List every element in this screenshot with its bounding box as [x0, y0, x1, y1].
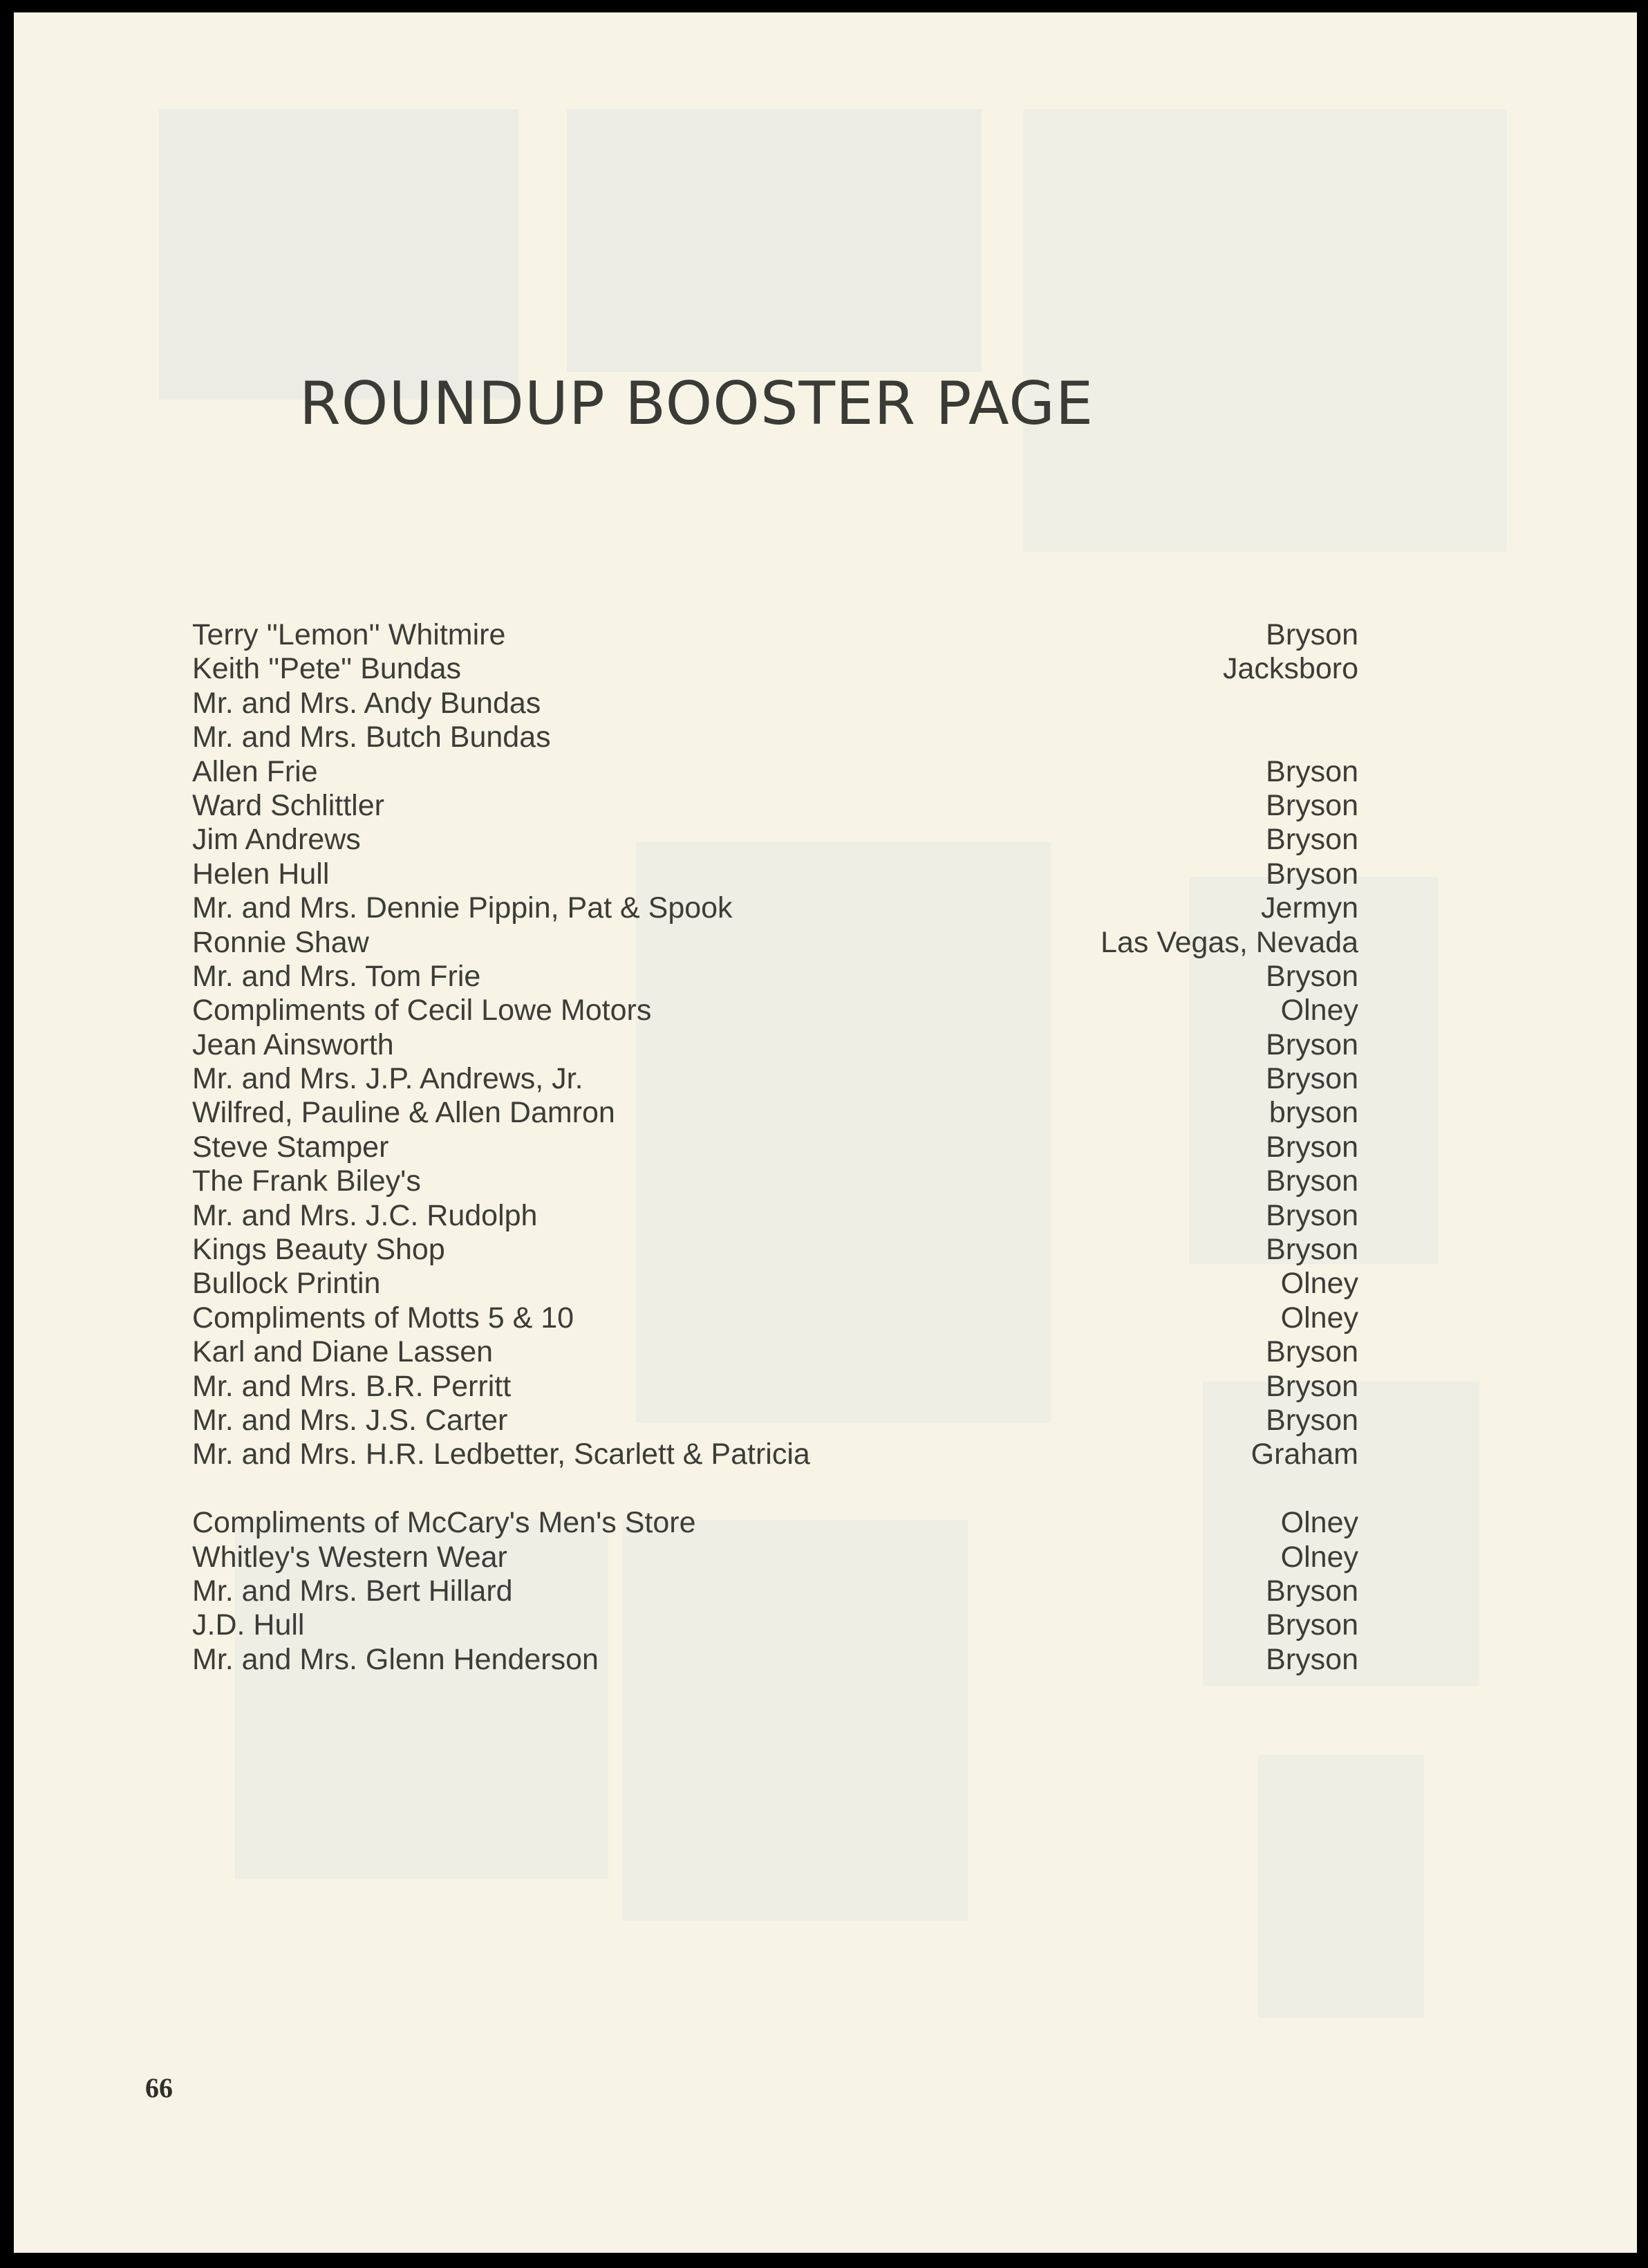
booster-name: Mr. and Mrs. Butch Bundas — [192, 721, 551, 754]
booster-row — [192, 1301, 1358, 1335]
booster-name: Compliments of Cecil Lowe Motors — [192, 994, 652, 1028]
booster-place: Bryson — [1266, 1198, 1358, 1232]
booster-place: Bryson — [1266, 857, 1358, 891]
booster-name: Compliments of McCary's Men's Store — [192, 1506, 696, 1540]
booster-name: Bullock Printin — [192, 1267, 381, 1301]
booster-place: Bryson — [1266, 1574, 1358, 1608]
booster-row — [192, 960, 1358, 994]
booster-name: Helen Hull — [192, 857, 330, 891]
booster-place: Bryson — [1266, 1608, 1358, 1642]
booster-place: Bryson — [1266, 1028, 1358, 1061]
booster-place: Bryson — [1266, 1403, 1358, 1437]
booster-place: Olney — [1280, 1506, 1358, 1540]
booster-row — [192, 926, 1358, 960]
booster-name: Jim Andrews — [192, 823, 361, 857]
booster-name: Ward Schlittler — [192, 788, 384, 822]
show-through-photo — [567, 109, 982, 372]
booster-row — [192, 1096, 1358, 1130]
booster-row — [192, 1028, 1358, 1062]
booster-place: Olney — [1280, 994, 1358, 1028]
page-number: 66 — [145, 2072, 173, 2103]
booster-row — [192, 1335, 1358, 1369]
page-title: ROUNDUP BOOSTER PAGE — [299, 369, 1094, 438]
booster-row — [192, 618, 1358, 652]
booster-place: Bryson — [1266, 754, 1358, 788]
booster-row — [192, 1643, 1358, 1677]
show-through-photo — [159, 109, 518, 400]
booster-name: Mr. and Mrs. B.R. Perritt — [192, 1369, 512, 1403]
booster-row — [192, 1062, 1358, 1096]
booster-place: Bryson — [1266, 1130, 1358, 1164]
booster-place: bryson — [1268, 1096, 1358, 1130]
booster-row — [192, 687, 1358, 721]
booster-row — [192, 1404, 1358, 1438]
booster-name: Karl and Diane Lassen — [192, 1335, 494, 1369]
show-through-photo — [1258, 1755, 1424, 2018]
booster-place: Olney — [1280, 1267, 1358, 1301]
booster-row — [192, 1131, 1358, 1164]
booster-row — [192, 857, 1358, 891]
booster-place: Jermyn — [1261, 891, 1358, 925]
booster-place: Bryson — [1266, 1062, 1358, 1096]
booster-name: Steve Stamper — [192, 1130, 389, 1164]
booster-name: Keith ''Pete'' Bundas — [192, 652, 462, 686]
booster-name: Whitley's Western Wear — [192, 1540, 507, 1574]
booster-name: Mr. and Mrs. Bert Hillard — [192, 1574, 513, 1608]
booster-name: Mr. and Mrs. J.C. Rudolph — [192, 1198, 538, 1232]
booster-row — [192, 1370, 1358, 1404]
booster-place: Bryson — [1266, 823, 1358, 857]
booster-place: Bryson — [1266, 1335, 1358, 1369]
booster-place: Las Vegas, Nevada — [1101, 925, 1358, 959]
booster-name: Mr. and Mrs. H.R. Ledbetter, Scarlett & Patricia — [192, 1438, 810, 1471]
booster-row — [192, 1608, 1358, 1642]
booster-place: Bryson — [1266, 1233, 1358, 1267]
booster-name: Mr. and Mrs. J.P. Andrews, Jr. — [192, 1062, 583, 1096]
yearbook-page — [14, 12, 1637, 2253]
booster-row — [192, 789, 1358, 823]
booster-row — [192, 1506, 1358, 1540]
booster-name: Ronnie Shaw — [192, 925, 369, 959]
booster-place: Bryson — [1266, 1164, 1358, 1198]
booster-row — [192, 1164, 1358, 1198]
booster-row — [192, 994, 1358, 1028]
booster-row — [192, 1233, 1358, 1267]
booster-place: Bryson — [1266, 788, 1358, 822]
booster-row — [192, 1541, 1358, 1574]
booster-row — [192, 1267, 1358, 1301]
booster-name: Mr. and Mrs. Dennie Pippin, Pat & Spook — [192, 891, 733, 925]
booster-place: Olney — [1280, 1301, 1358, 1335]
booster-place: Olney — [1280, 1540, 1358, 1574]
booster-row — [192, 1199, 1358, 1233]
booster-row — [192, 891, 1358, 925]
booster-row — [192, 1438, 1358, 1471]
booster-name: Kings Beauty Shop — [192, 1233, 445, 1267]
booster-row — [192, 652, 1358, 686]
booster-place: Jacksboro — [1223, 652, 1358, 686]
booster-name: The Frank Biley's — [192, 1164, 421, 1198]
booster-row — [192, 823, 1358, 857]
booster-place: Bryson — [1266, 618, 1358, 651]
booster-name: Mr. and Mrs. Andy Bundas — [192, 686, 541, 720]
booster-place: Bryson — [1266, 959, 1358, 993]
booster-name: Mr. and Mrs. J.S. Carter — [192, 1403, 508, 1437]
booster-place: Bryson — [1266, 1642, 1358, 1676]
booster-row — [192, 1574, 1358, 1608]
booster-name: Allen Frie — [192, 754, 318, 788]
booster-name: J.D. Hull — [192, 1608, 305, 1642]
booster-place: Bryson — [1266, 1369, 1358, 1403]
booster-name: Terry ''Lemon'' Whitmire — [192, 618, 506, 651]
show-through-photo — [1023, 109, 1507, 552]
booster-name: Jean Ainsworth — [192, 1028, 394, 1061]
booster-name: Mr. and Mrs. Glenn Henderson — [192, 1642, 599, 1676]
booster-row — [192, 755, 1358, 789]
booster-name: Compliments of Motts 5 & 10 — [192, 1301, 574, 1335]
booster-place: Graham — [1251, 1438, 1358, 1471]
booster-name: Mr. and Mrs. Tom Frie — [192, 959, 481, 993]
booster-row — [192, 721, 1358, 754]
booster-name: Wilfred, Pauline & Allen Damron — [192, 1096, 615, 1130]
booster-list — [192, 618, 1358, 1677]
